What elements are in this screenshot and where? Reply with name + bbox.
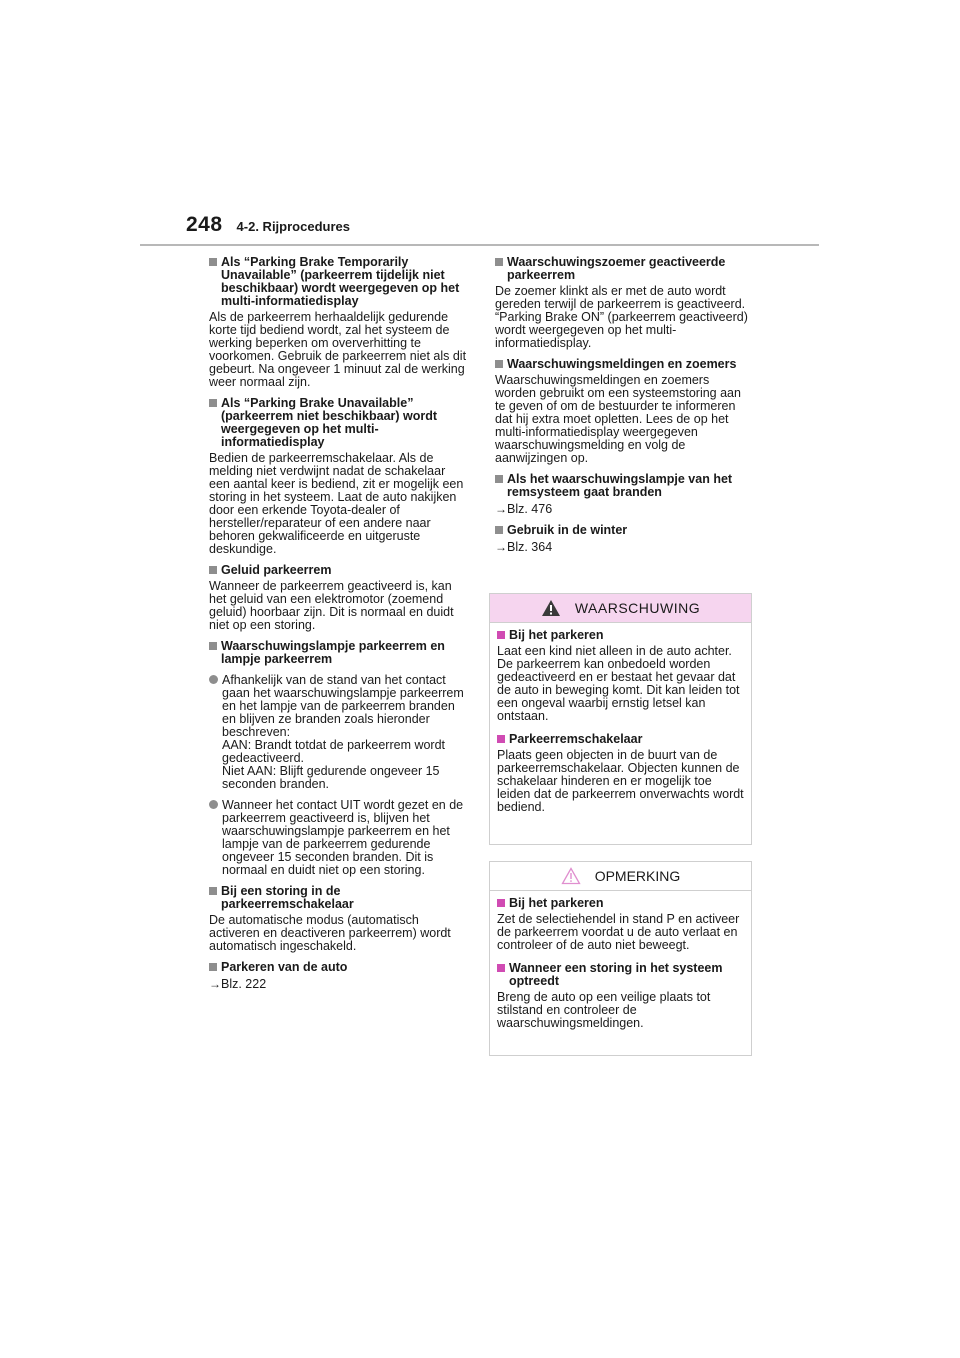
heading-warning-lamp: Waarschuwingslampje parkeerrem en lampje parkeerrem — [209, 640, 467, 666]
right-column — [495, 256, 753, 554]
warning-title: WAARSCHUWING — [574, 599, 701, 616]
warning-heading: Bij het parkeren — [497, 629, 745, 642]
square-bullet-icon — [495, 526, 503, 534]
page-number: 248 — [186, 213, 223, 236]
bullet-item: Afhankelijk van de stand van het contact gaan het waarschuwingslampje parkeerrem en het lampje van de parkeerrem branden en blijven ze branden zoals hieronder beschreven: AAN: Brandt totdat de parkeerrem wordt gedeactiveerd. Niet AAN: Blijft gedurende ongeveer 15 seconden branden. — [209, 674, 467, 791]
paragraph: Waarschuwingsmeldingen en zoemers worden gebruikt om een systeemstoring aan te geven of om de bestuurder te informeren dat hij extra moet opletten. Lees de op het multi-informatiedisplay weergegeven waarschuwingsmelding en volg de aanwijzingen op. — [495, 373, 741, 465]
paragraph: Wanneer de parkeerrem geactiveerd is, kan het geluid van een elektromotor (zoemend geluid) hoorbaar zijn. Dit is normaal en duidt niet op een storing. — [209, 579, 454, 632]
heading-parking: Parkeren van de auto — [209, 961, 467, 974]
arrow-right-icon: → — [209, 977, 221, 991]
square-bullet-icon — [209, 566, 217, 574]
warning-triangle-icon — [541, 599, 561, 617]
square-bullet-icon — [209, 887, 217, 895]
square-bullet-icon — [497, 631, 505, 639]
warning-text: Laat een kind niet alleen in de auto achter. De parkeerrem kan onbedoeld worden gedeactiveerd en er bestaat het gevaar dat de auto in beweging komt. Dit kan leiden tot een ongeval waarbij ernstig letsel kan ontstaan. — [497, 644, 740, 723]
square-bullet-icon — [495, 360, 503, 368]
warning-text: Plaats geen objecten in de buurt van de parkeerremschakelaar. Objecten kunnen de schakelaar hinderen en er mogelijk toe leiden dat de parkeerrem onverwachts wordt bediend. — [497, 748, 744, 814]
square-bullet-icon — [497, 899, 505, 907]
heading-winter: Gebruik in de winter — [495, 524, 753, 537]
note-title: OPMERKING — [594, 867, 681, 884]
page-reference[interactable]: →Blz. 476 — [495, 502, 553, 516]
left-column — [209, 256, 467, 991]
heading-warning-messages: Waarschuwingsmeldingen en zoemers — [495, 358, 753, 371]
paragraph: Bedien de parkeerremschakelaar. Als de melding niet verdwijnt nadat de schakelaar een aantal keer is bediend, zit er mogelijk een storing in het systeem. Laat de auto nakijken door een erkende Toyota-dealer of hersteller/reparateur of een andere naar behoren gekwalificeerde en uitgeruste deskundige. — [209, 451, 464, 556]
warning-box — [489, 593, 752, 845]
arrow-right-icon: → — [495, 540, 507, 554]
round-bullet-icon — [209, 675, 218, 684]
square-bullet-icon — [209, 258, 217, 266]
page-header — [186, 213, 350, 243]
heading-temporarily-unavailable: Als “Parking Brake Temporarily Unavailable” (parkeerrem tijdelijk niet beschikbaar) wordt weergegeven op het multi-informatiedisplay — [209, 256, 467, 308]
heading-brake-lamp: Als het waarschuwingslampje van het remsysteem gaat branden — [495, 473, 753, 499]
paragraph: De zoemer klinkt als er met de auto wordt gereden terwijl de parkeerrem is geactiveerd. “Parking Brake ON” (parkeerrem geactiveerd) wordt weergegeven op het multi-informatiedisplay. — [495, 284, 748, 350]
paragraph: Als de parkeerrem herhaaldelijk gedurende korte tijd bediend wordt, zal het systeem de werking beperken om oververhitting te voorkomen. Gebruik de parkeerrem niet als dit gebeurt. Na ongeveer 1 minuut zal de werking weer normaal zijn. — [209, 310, 467, 389]
warning-box-header — [490, 594, 751, 623]
page-reference[interactable]: →Blz. 364 — [495, 540, 553, 554]
round-bullet-icon — [209, 800, 218, 809]
note-heading: Bij het parkeren — [497, 897, 745, 910]
heading-unavailable: Als “Parking Brake Unavailable” (parkeerrem niet beschikbaar) wordt weergegeven op het multi-informatiedisplay — [209, 397, 467, 449]
heading-switch-fault: Bij een storing in de parkeerremschakelaar — [209, 885, 467, 911]
square-bullet-icon — [495, 475, 503, 483]
note-box-header — [490, 862, 751, 891]
square-bullet-icon — [497, 964, 505, 972]
heading-sound: Geluid parkeerrem — [209, 564, 467, 577]
square-bullet-icon — [209, 399, 217, 407]
heading-buzzer: Waarschuwingszoemer geactiveerde parkeerrem — [495, 256, 753, 282]
caution-triangle-icon — [561, 867, 581, 885]
note-text: Zet de selectiehendel in stand P en activeer de parkeerrem voordat u de auto verlaat en controleer of de auto niet beweegt. — [497, 912, 740, 952]
note-text: Breng de auto op een veilige plaats tot stilstand en controleer de waarschuwingsmeldingen. — [497, 990, 711, 1030]
paragraph: De automatische modus (automatisch activeren en deactiveren parkeerrem) wordt automatisch ingeschakeld. — [209, 913, 451, 953]
section-title: 4-2. Rijprocedures — [236, 219, 350, 234]
page-reference[interactable]: →Blz. 222 — [209, 977, 267, 991]
bullet-item: Wanneer het contact UIT wordt gezet en de parkeerrem geactiveerd is, blijven het waarschuwingslampje parkeerrem en het lampje van de parkeerrem gedurende ongeveer 15 seconden branden. Dit is normaal en duidt niet op een storing. — [209, 799, 467, 877]
header-divider — [140, 244, 819, 246]
arrow-right-icon: → — [495, 502, 507, 516]
square-bullet-icon — [495, 258, 503, 266]
square-bullet-icon — [209, 963, 217, 971]
note-box — [489, 861, 752, 1056]
note-heading: Wanneer een storing in het systeem optreedt — [497, 962, 745, 988]
square-bullet-icon — [209, 642, 217, 650]
warning-heading: Parkeerremschakelaar — [497, 733, 745, 746]
square-bullet-icon — [497, 735, 505, 743]
